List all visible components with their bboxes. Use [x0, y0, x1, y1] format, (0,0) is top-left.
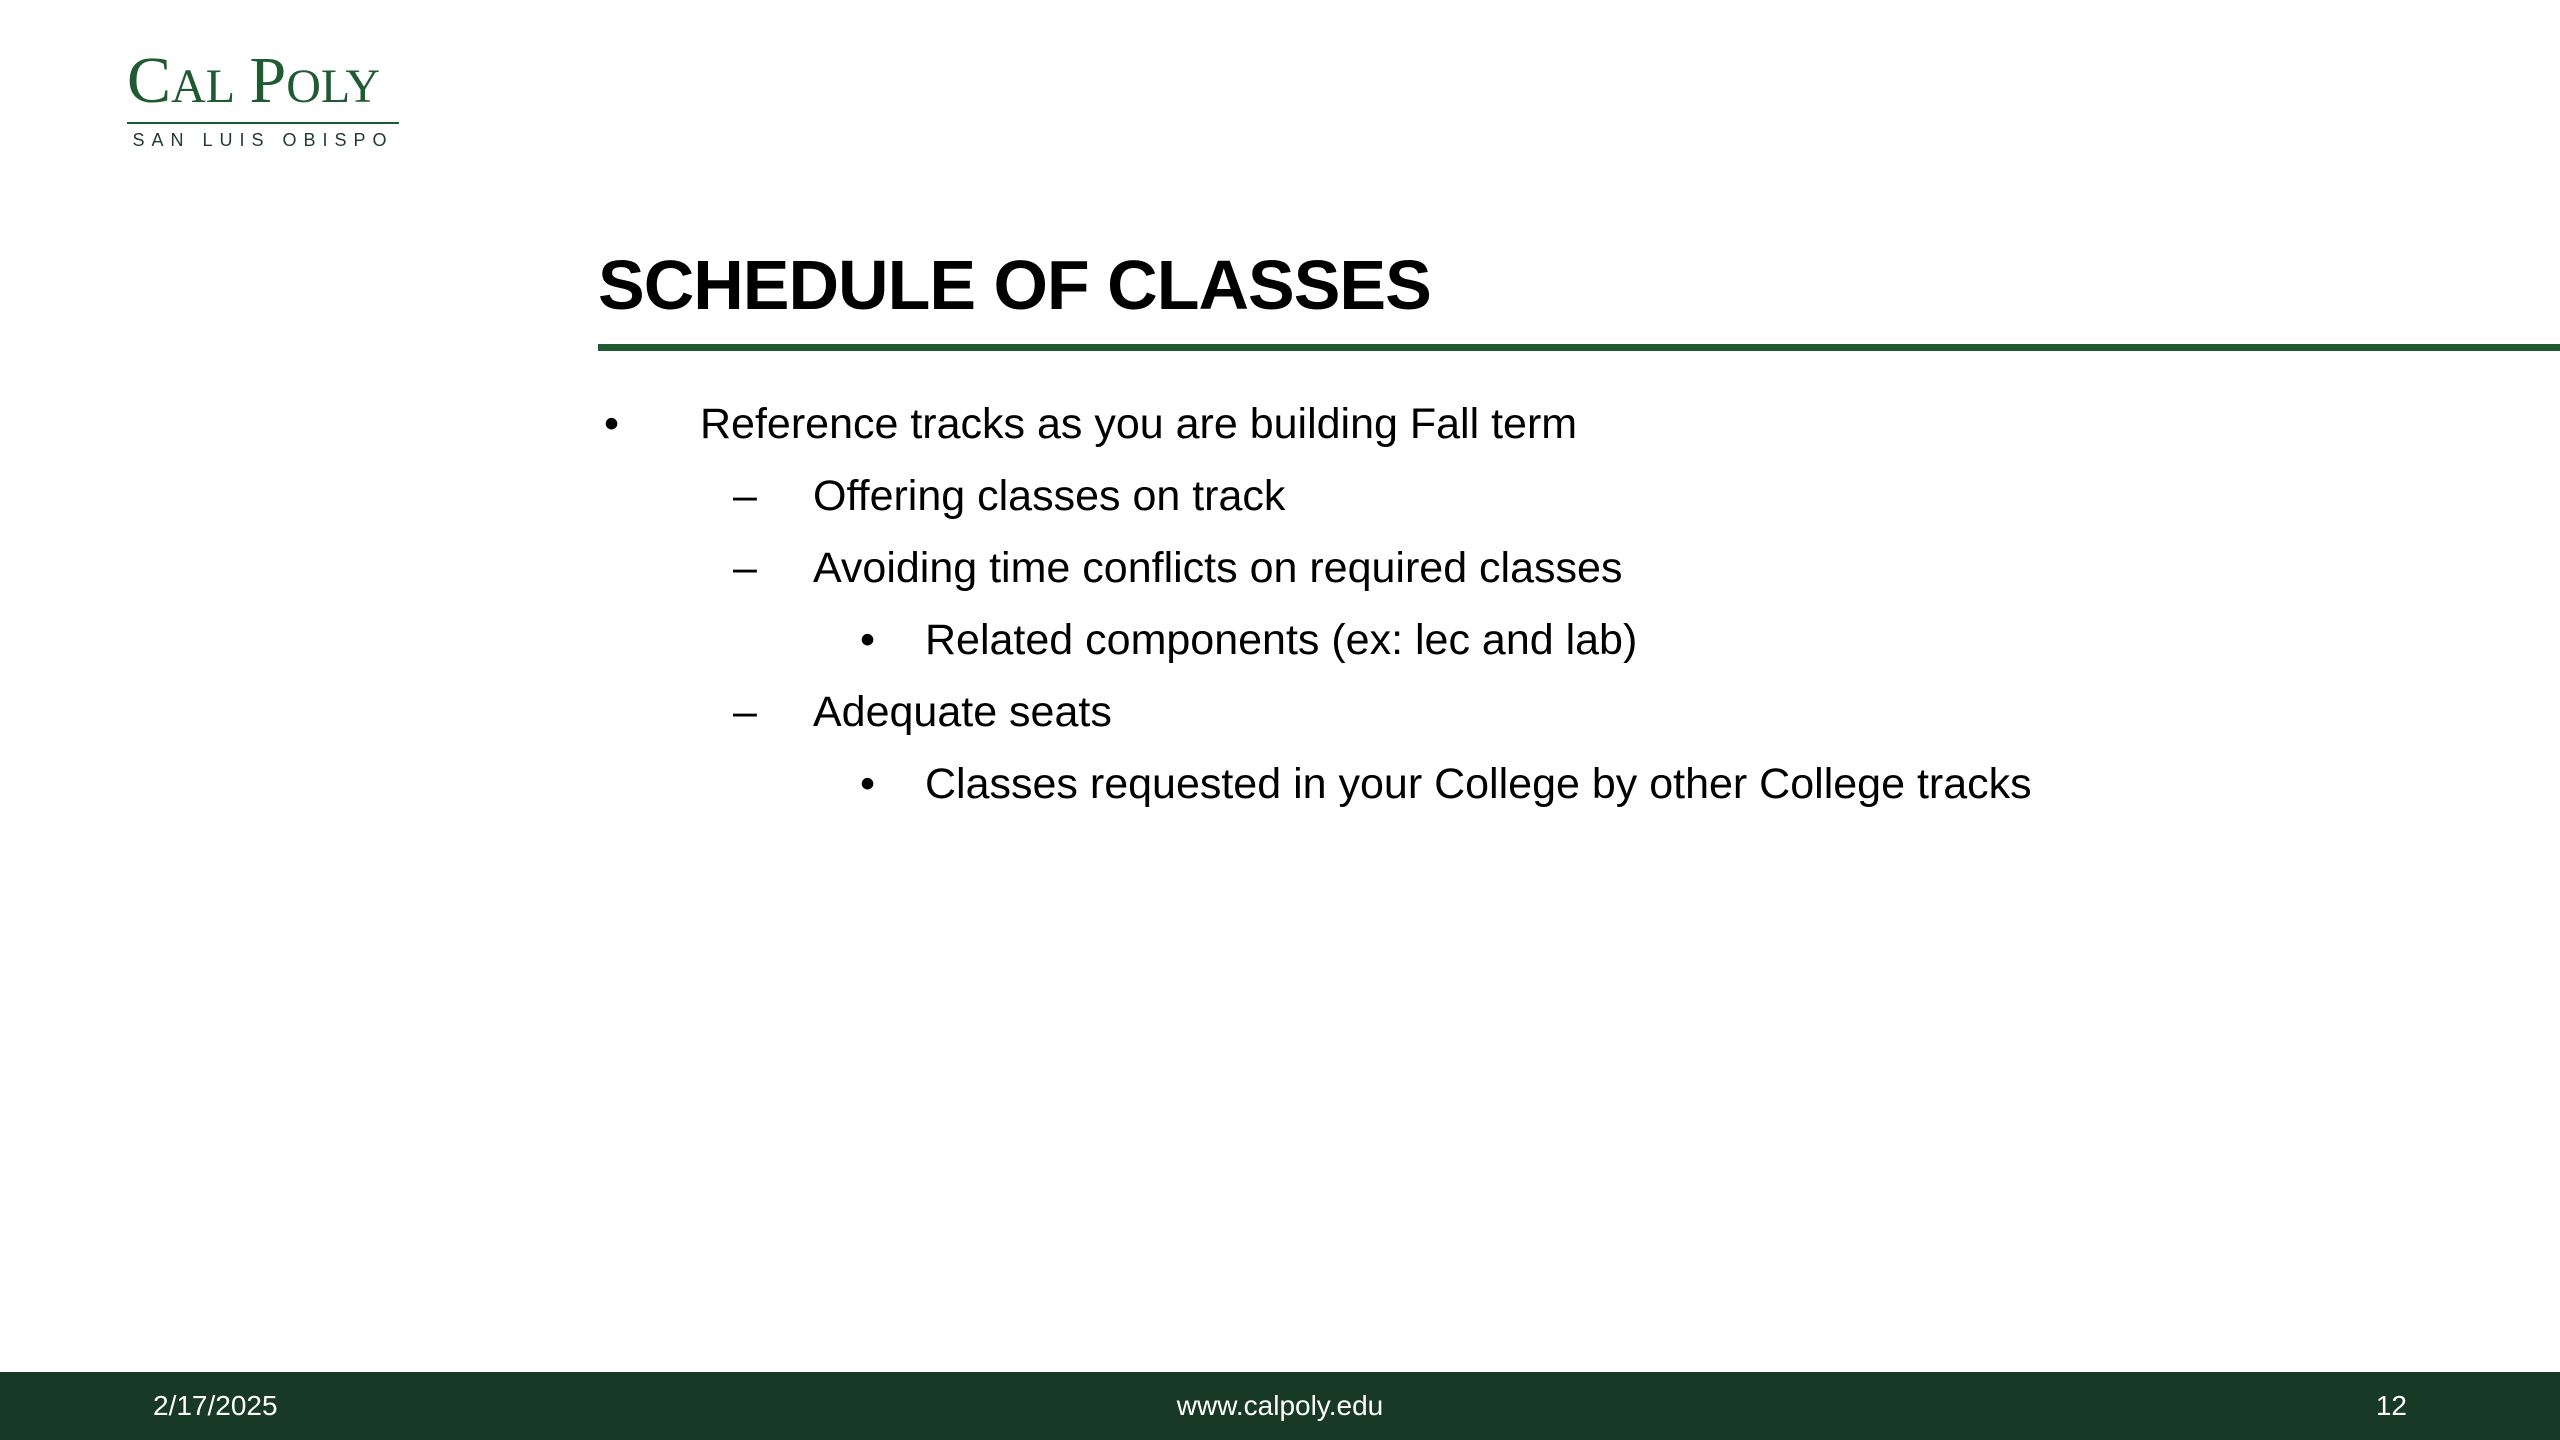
footer-date: 2/17/2025 [153, 1390, 278, 1421]
bullet-text: Offering classes on track [813, 472, 1286, 520]
dash-marker: – [733, 472, 757, 520]
dash-marker: – [733, 688, 757, 736]
dash-marker: – [733, 544, 757, 592]
bullet-text: Related components (ex: lec and lab) [925, 616, 1638, 664]
footer-page-number: 12 [2375, 1390, 2407, 1421]
bullet-text: Classes requested in your College by other College tracks [925, 760, 2032, 808]
logo-wordmark: CAL POLY [127, 44, 381, 117]
bullet-marker: • [860, 616, 876, 664]
logo-divider [127, 122, 399, 124]
footer-bar [0, 1372, 2560, 1440]
title-underline [598, 344, 2560, 351]
slide-title: SCHEDULE OF CLASSES [598, 246, 1431, 324]
logo-subtitle: SAN LUIS OBISPO [132, 130, 394, 150]
footer-url: www.calpoly.edu [1176, 1390, 1384, 1421]
bullet-marker: • [604, 400, 620, 448]
bullet-marker: • [860, 760, 876, 808]
bullet-text: Avoiding time conflicts on required classes [813, 544, 1623, 592]
bullet-text: Adequate seats [813, 688, 1112, 736]
bullet-text: Reference tracks as you are building Fall term [700, 400, 1578, 448]
cal-poly-logo [127, 44, 399, 151]
